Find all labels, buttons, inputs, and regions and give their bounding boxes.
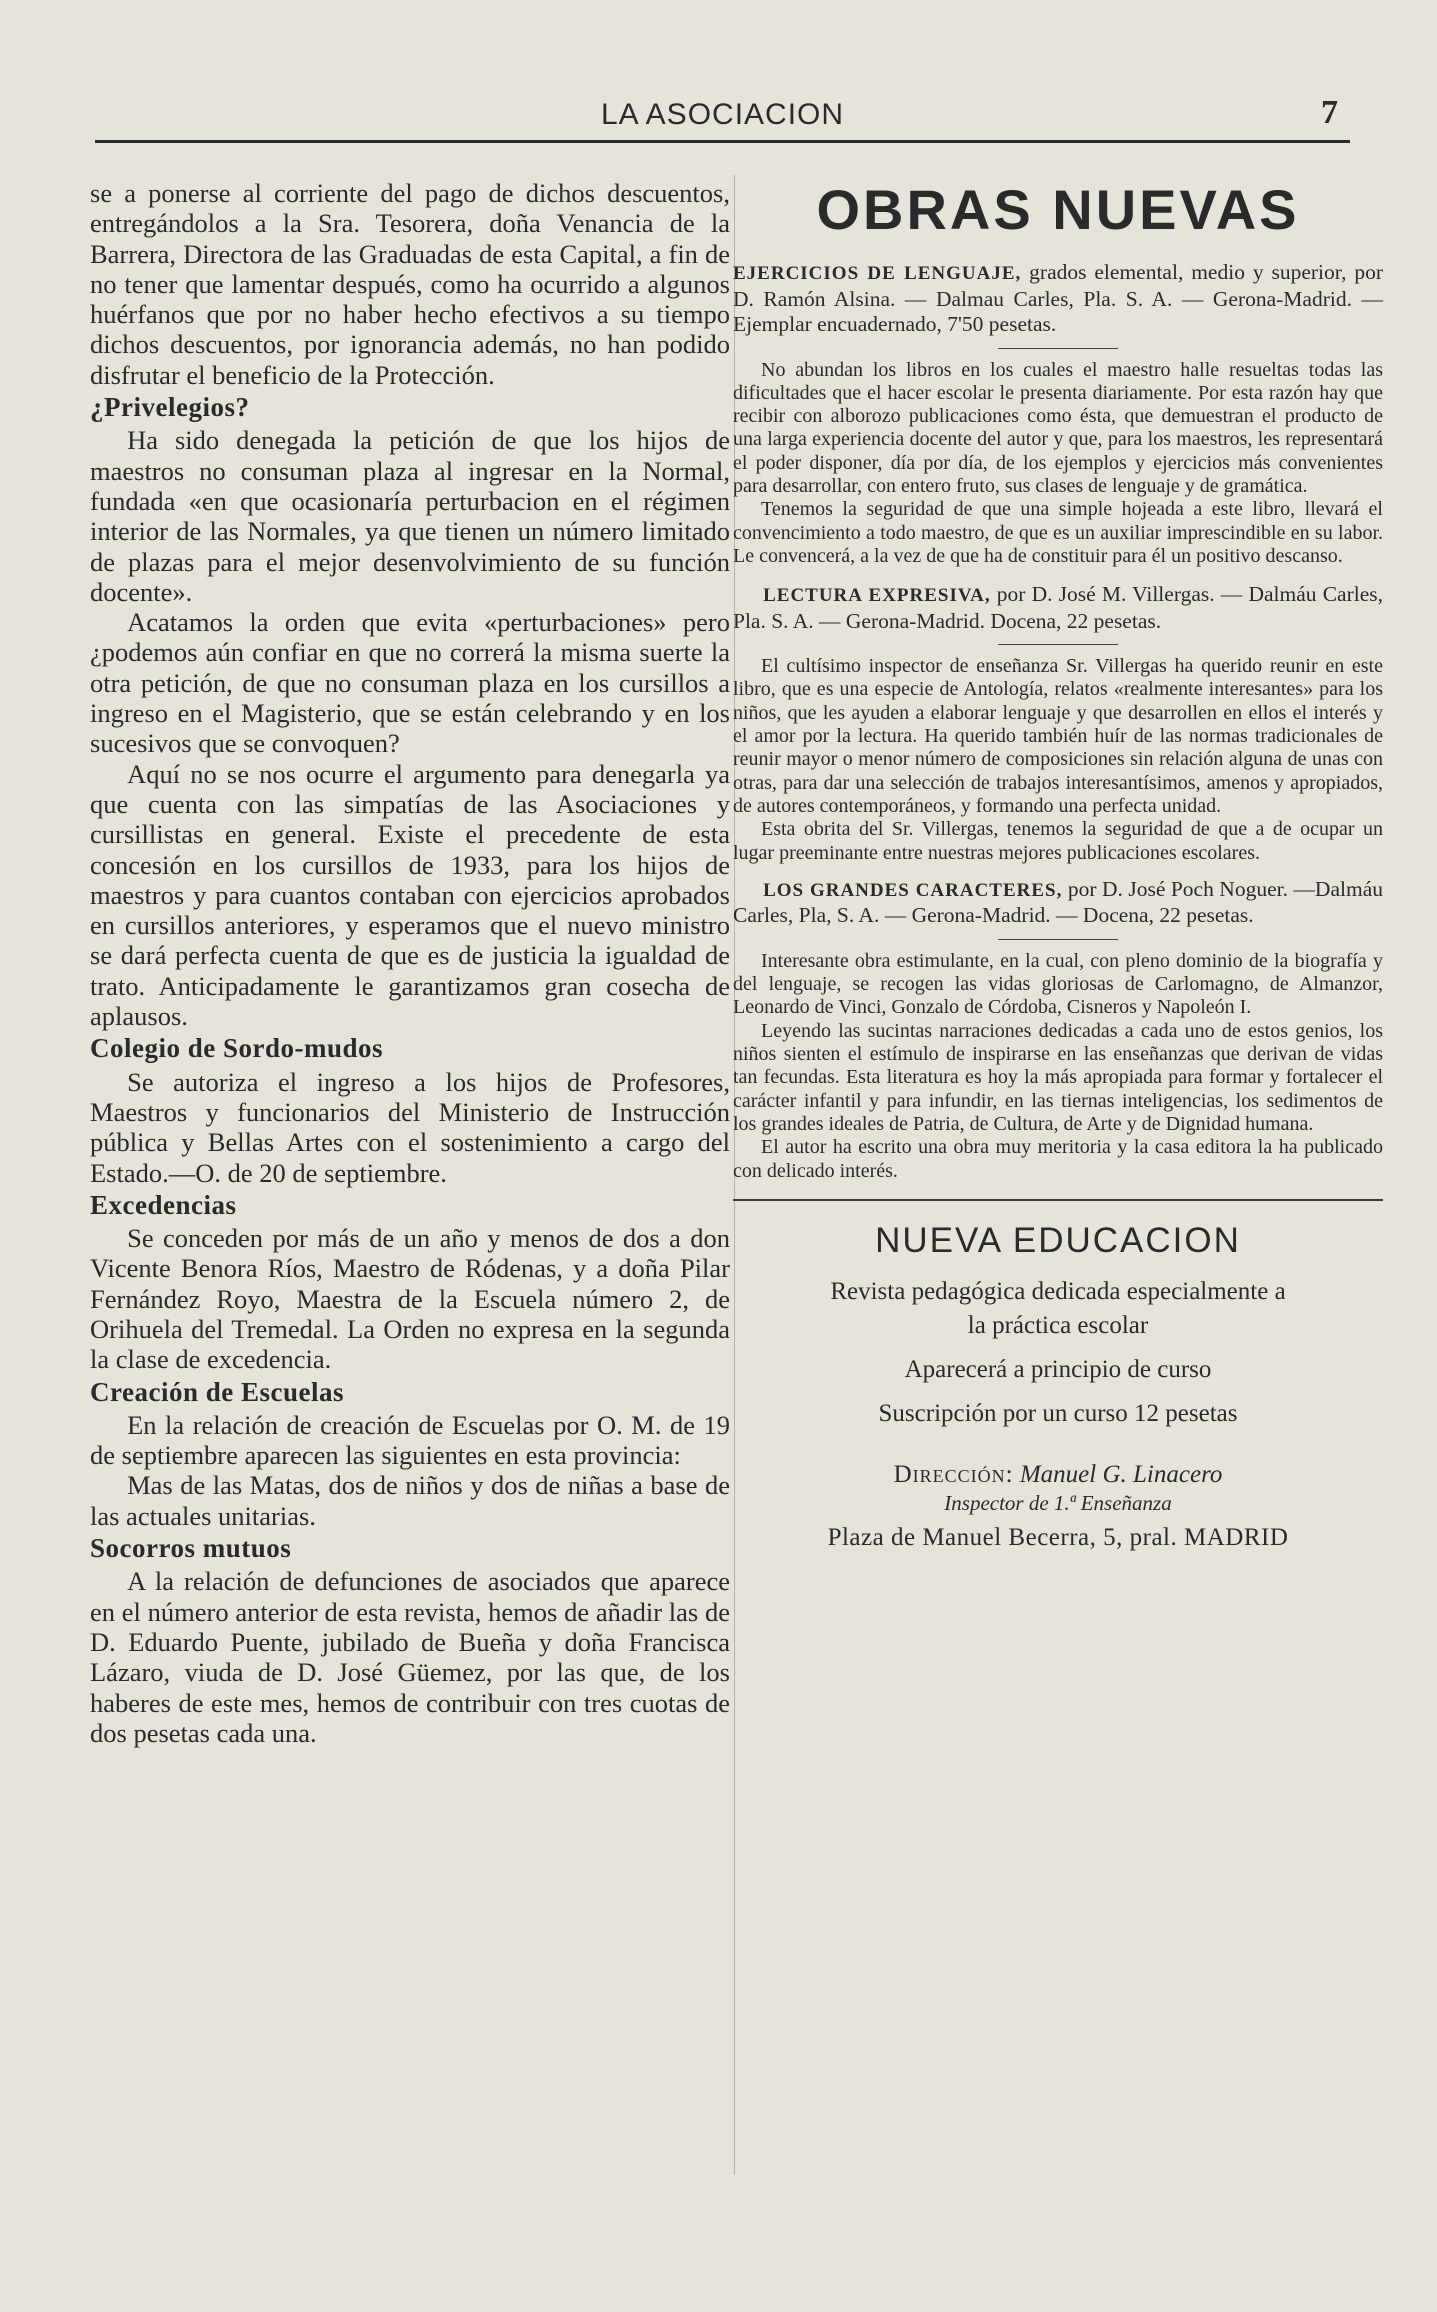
book-entry-2 [733, 582, 1383, 634]
page-number: 7 [1321, 94, 1338, 131]
book-details-1: grados elemental, medio y superior, por D. Ramón Alsina. — Dalmau Carles, Pla. S. A. — Gerona-Madrid. — Ejemplar encuadernado, 7'50 pesetas. [733, 260, 1383, 336]
book-review-1a: No abundan los libros en los cuales el maestro halle resueltas todas las dificultades que el hacer escolar le presenta diariamente. Por esta razón hay que recibir con alborozo publicaciones como ésta, que demuestran el producto de una larga experiencia docente del autor y que, para los maestros, les representará el poder disponer, día por día, de los ejemplos y ejercicios más convenientes para desarrollar, con entero fruto, sus clases de lenguaje y de gramática. [733, 358, 1383, 497]
book-details-2: por D. José M. Villergas. — Dalmáu Carles, Pla. S. A. — Gerona-Madrid. Docena, 22 pesetas. [733, 582, 1383, 633]
intro-paragraph: se a ponerse al corriente del pago de dichos descuentos, entregándolos a la Sra. Tesorera, doña Venancia de la Barrera, Directora de las Graduadas de esta Capital, a fin de no tener que lamentar después, como ha ocurrido a algunos huérfanos que por no haber hecho efectivos a su tiempo dichos descuentos, por ignorancia además, no han podido disfrutar el beneficio de la Protección. [90, 178, 730, 390]
direccion-line [733, 1461, 1383, 1489]
escuelas-heading: Creación de Escuelas [90, 1376, 344, 1407]
sordomudos-heading: Colegio de Sordo-mudos [90, 1033, 384, 1064]
socorros-paragraph: A la relación de defunciones de asociados que aparece en el número anterior de esta revista, hemos de añadir las de D. Eduardo Puente, jubilado de Bueña y doña Francisca Lázaro, viuda de D. José Güemez, por las que, de los haberes de este mes, hemos de contribuir con tres cuotas de dos pesetas cada una. [90, 1566, 730, 1748]
book-details-3: por D. José Poch Noguer. —Dalmáu Carles, Pla, S. A. — Gerona-Madrid. — Docena, 22 pesetas. [733, 876, 1383, 928]
section-rule [733, 1199, 1383, 1201]
book-review-3c: El autor ha escrito una obra muy meritoria y la casa editora la ha publicado con delicado interés. [733, 1136, 1383, 1182]
inspector-line: Inspector de 1.ª Enseñanza [944, 1490, 1172, 1515]
socorros-heading: Socorros mutuos [90, 1533, 292, 1564]
divider-rule [998, 939, 1118, 940]
divider-rule [998, 644, 1118, 645]
book-entry-1 [733, 260, 1383, 338]
book-title-1: EJERCICIOS DE LENGUAJE, [733, 263, 1022, 284]
director-name: Manuel G. Linacero [1019, 1460, 1223, 1488]
excedencias-paragraph: Se conceden por más de un año y menos de dos a don Vicente Benora Ríos, Maestro de Ródenas, y a doña Pilar Fernández Royo, Maestra de la Escuela número 2, de Orihuela del Tremedal. La Orden no expresa en la segunda la clase de excedencia. [90, 1223, 730, 1375]
privilegios-paragraph-1: Ha sido denegada la petición de que los hijos de maestros no consuman plaza al ingresar en la Normal, fundada «en que ocasionaría perturbacion en el régimen interior de las Normales, ya que tienen un número limitado de plazas para el mejor desenvolvimiento de su función docente». [90, 425, 730, 607]
sordomudos-paragraph: Se autoriza el ingreso a los hijos de Profesores, Maestros y funcionarios del Ministerio de Instrucción pública y Bellas Artes con el sostenimiento a cargo del Estado.—O. de 20 de septiembre. [90, 1066, 730, 1188]
book-review-2a: El cultísimo inspector de enseñanza Sr. Villergas ha querido reunir en este libro, que es una especie de Antología, relatos «realmente interesantes» para los niños, que les ayuden a elaborar lenguaje y que desarrollen en ellos el interés y el amor por la lectura. Ha querido también huír de las normas tradicionales de reunir mayor o menor número de composiciones sin relación alguna de unas con otras, para dar una selección de trabajos interesantísimos, amenos y apropiados, de autores contemporáneos, y formando una perfecta unidad. [733, 655, 1383, 817]
book-title-2: LECTURA EXPRESIVA, [763, 585, 991, 607]
ad-line-4: Suscripción por un curso 12 pesetas [878, 1399, 1238, 1427]
excedencias-heading: Excedencias [90, 1189, 237, 1220]
right-column [733, 178, 1383, 1552]
book-review-3a: Interesante obra estimulante, en la cual, con pleno dominio de la biografía y del lenguaje, se recogen las vidas gloriosas de Carlomagno, de Almanzor, Leonardo de Vinci, Gonzalo de Córdoba, Cisneros y Napoleón I. [733, 949, 1383, 1019]
privilegios-paragraph-2: Acatamos la orden que evita «perturbaciones» pero ¿podemos aún confiar en que no correrá la misma suerte la otra petición, de que no consuman plaza en los cursillos a ingreso en el Magisterio, que se están celebrando y en los sucesivos que se convoquen? [90, 607, 730, 759]
book-review-1b: Tenemos la seguridad de que una simple hojeada a este libro, llevará el convencimiento a todo maestro, de que es un auxiliar imprescindible en su labor. Le convencerá, a la vez de que ha de constituir para él un positivo descanso. [733, 498, 1383, 567]
book-review-3b: Leyendo las sucintas narraciones dedicadas a cada uno de estos genios, los niños sienten el estímulo de inspirarse en las enseñanzas que derivan de vidas tan fecundas. Esta literatura es hoy la más apropiada para formar y fortalecer el carácter infantil y para infundir, en las tiernas inteligencias, los sedimentos de los grandes ideales de Patria, de Cultura, de Arte y de Dignidad humana. [733, 1019, 1383, 1135]
privilegios-heading: ¿Privelegios? [90, 392, 250, 423]
address-line: Plaza de Manuel Becerra, 5, pral. MADRID [827, 1523, 1289, 1551]
running-head: LA ASOCIACION [600, 98, 845, 131]
escuelas-paragraph-1: En la relación de creación de Escuelas por O. M. de 19 de septiembre aparecen las siguientes en esta provincia: [90, 1409, 730, 1471]
direccion-label: Dirección: [893, 1460, 1014, 1488]
divider-rule [998, 348, 1118, 349]
header-rule [95, 140, 1350, 143]
page-header [95, 94, 1350, 144]
obras-nuevas-title: OBRAS NUEVAS [816, 178, 1300, 241]
book-title-3: LOS GRANDES CARACTERES, [763, 879, 1063, 901]
privilegios-paragraph-3: Aquí no se nos ocurre el argumento para denegarla ya que cuenta con las simpatías de las Asociaciones y cursillistas en general. Existe el precedente de esta concesión en los cursillos de 1933, para los hijos de maestros y para cuantos contaban con ejercicios aprobados en cursillos anteriores, y esperamos que el nuevo ministro se dará perfecta cuenta de que es de justicia la igualdad de trato. Anticipadamente le garantizamos gran cosecha de aplausos. [90, 758, 730, 1032]
book-review-2b: Esta obrita del Sr. Villergas, tenemos la seguridad de que a de ocupar un lugar preeminante entre nuestras mejores publicaciones escolares. [733, 818, 1383, 864]
ad-line-3: Aparecerá a principio de curso [904, 1355, 1212, 1383]
book-entry-3 [733, 877, 1383, 929]
ad-line-1: Revista pedagógica dedicada especialmente a [830, 1277, 1286, 1305]
ad-line-2: la práctica escolar [967, 1311, 1149, 1339]
left-column [90, 178, 730, 1748]
escuelas-paragraph-2: Mas de las Matas, dos de niños y dos de niñas a base de las actuales unitarias. [90, 1470, 730, 1531]
nueva-educacion-title: NUEVA EDUCACION [875, 1220, 1241, 1260]
